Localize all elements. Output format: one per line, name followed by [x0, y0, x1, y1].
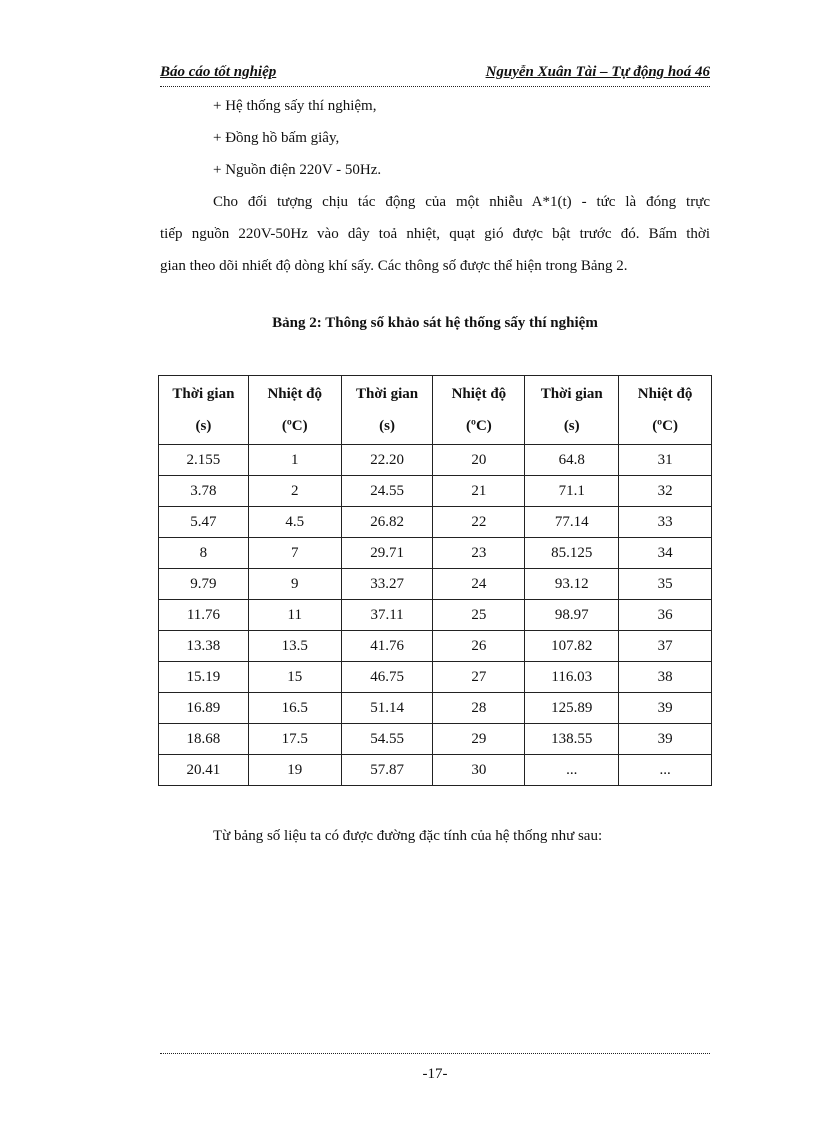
- table-row: [159, 631, 712, 662]
- table-cell: 138.55: [525, 724, 619, 755]
- table-cell: 33: [619, 507, 712, 538]
- table-cell: 39: [619, 693, 712, 724]
- column-header: Thời gian (s): [525, 376, 619, 445]
- column-header: Thời gian (s): [341, 376, 433, 445]
- table-row: [159, 569, 712, 600]
- table-cell: 24: [433, 569, 525, 600]
- table-cell: 16.89: [159, 693, 249, 724]
- table-cell: 26.82: [341, 507, 433, 538]
- bullet-item: + Nguồn điện 220V - 50Hz.: [213, 162, 382, 178]
- table-cell: 17.5: [248, 724, 341, 755]
- after-table-text: Từ bảng số liệu ta có được đường đặc tính của hệ thống như sau:: [213, 828, 603, 844]
- footer-divider: [160, 1053, 710, 1054]
- table-cell: 46.75: [341, 662, 433, 693]
- table-cell: 64.8: [525, 445, 619, 476]
- table-cell: 11.76: [159, 600, 249, 631]
- table-cell: 54.55: [341, 724, 433, 755]
- table-cell: 29.71: [341, 538, 433, 569]
- table-row: [159, 662, 712, 693]
- table-cell: 38: [619, 662, 712, 693]
- table-cell: 27: [433, 662, 525, 693]
- page-header: [160, 64, 710, 87]
- table-cell: 29: [433, 724, 525, 755]
- table-cell: 8: [159, 538, 249, 569]
- table-cell: 31: [619, 445, 712, 476]
- table-cell: ...: [525, 755, 619, 786]
- table-cell: 37: [619, 631, 712, 662]
- table-cell: 24.55: [341, 476, 433, 507]
- table-cell: 36: [619, 600, 712, 631]
- bullet-item: + Hệ thống sấy thí nghiệm,: [213, 98, 377, 114]
- table-cell: 25: [433, 600, 525, 631]
- table-cell: 16.5: [248, 693, 341, 724]
- table-cell: 35: [619, 569, 712, 600]
- column-header: Thời gian (s): [159, 376, 249, 445]
- table-cell: 2: [248, 476, 341, 507]
- table-cell: 1: [248, 445, 341, 476]
- table-cell: 30: [433, 755, 525, 786]
- paragraph-line: Cho đối tượng chịu tác động của một nhiễu A*1(t) - tức là đóng trực: [213, 194, 710, 210]
- table-cell: 13.5: [248, 631, 341, 662]
- table-cell: 39: [619, 724, 712, 755]
- table-row: [159, 755, 712, 786]
- column-header: Nhiệt độ (ºC): [619, 376, 712, 445]
- table-cell: 3.78: [159, 476, 249, 507]
- table-cell: 19: [248, 755, 341, 786]
- table-cell: 4.5: [248, 507, 341, 538]
- table-cell: 77.14: [525, 507, 619, 538]
- table-cell: 9: [248, 569, 341, 600]
- table-cell: 85.125: [525, 538, 619, 569]
- table-cell: 21: [433, 476, 525, 507]
- column-header: Nhiệt độ (ºC): [433, 376, 525, 445]
- table-cell: 20.41: [159, 755, 249, 786]
- table-cell: 23: [433, 538, 525, 569]
- table-caption: Bảng 2: Thông số khảo sát hệ thống sấy thí nghiệm: [272, 315, 598, 331]
- table-row: [159, 507, 712, 538]
- table-cell: ...: [619, 755, 712, 786]
- table-cell: 26: [433, 631, 525, 662]
- table-cell: 18.68: [159, 724, 249, 755]
- table-cell: 33.27: [341, 569, 433, 600]
- paragraph-line: gian theo dõi nhiết độ dòng khí sấy. Các thông số được thể hiện trong Bảng 2.: [160, 258, 628, 274]
- bullet-item: + Đồng hồ bấm giây,: [213, 130, 340, 146]
- table-cell: 7: [248, 538, 341, 569]
- table-cell: 13.38: [159, 631, 249, 662]
- column-header: Nhiệt độ (ºC): [248, 376, 341, 445]
- table-cell: 51.14: [341, 693, 433, 724]
- table-cell: 11: [248, 600, 341, 631]
- table-cell: 41.76: [341, 631, 433, 662]
- paragraph-line: tiếp nguồn 220V-50Hz vào dây toả nhiệt, quạt gió được bật trước đó. Bấm thời: [160, 226, 710, 242]
- table-cell: 5.47: [159, 507, 249, 538]
- table-cell: 20: [433, 445, 525, 476]
- table-cell: 125.89: [525, 693, 619, 724]
- header-author: Nguyễn Xuân Tài – Tự động hoá 46: [485, 64, 710, 80]
- table-header-row: [159, 376, 712, 445]
- table-cell: 28: [433, 693, 525, 724]
- table-row: [159, 476, 712, 507]
- table-row: [159, 693, 712, 724]
- table-cell: 98.97: [525, 600, 619, 631]
- table-cell: 2.155: [159, 445, 249, 476]
- table-cell: 34: [619, 538, 712, 569]
- table-cell: 57.87: [341, 755, 433, 786]
- table-cell: 32: [619, 476, 712, 507]
- table-cell: 71.1: [525, 476, 619, 507]
- table-row: [159, 600, 712, 631]
- data-table: [158, 375, 712, 786]
- table-cell: 93.12: [525, 569, 619, 600]
- table-cell: 15: [248, 662, 341, 693]
- table-cell: 9.79: [159, 569, 249, 600]
- table-row: [159, 724, 712, 755]
- table-cell: 107.82: [525, 631, 619, 662]
- table-cell: 22: [433, 507, 525, 538]
- table-cell: 15.19: [159, 662, 249, 693]
- page-number: -17-: [422, 1066, 448, 1082]
- table-row: [159, 538, 712, 569]
- table-cell: 116.03: [525, 662, 619, 693]
- table-cell: 37.11: [341, 600, 433, 631]
- table-cell: 22.20: [341, 445, 433, 476]
- header-report-title: Báo cáo tốt nghiệp: [160, 64, 277, 80]
- table-row: [159, 445, 712, 476]
